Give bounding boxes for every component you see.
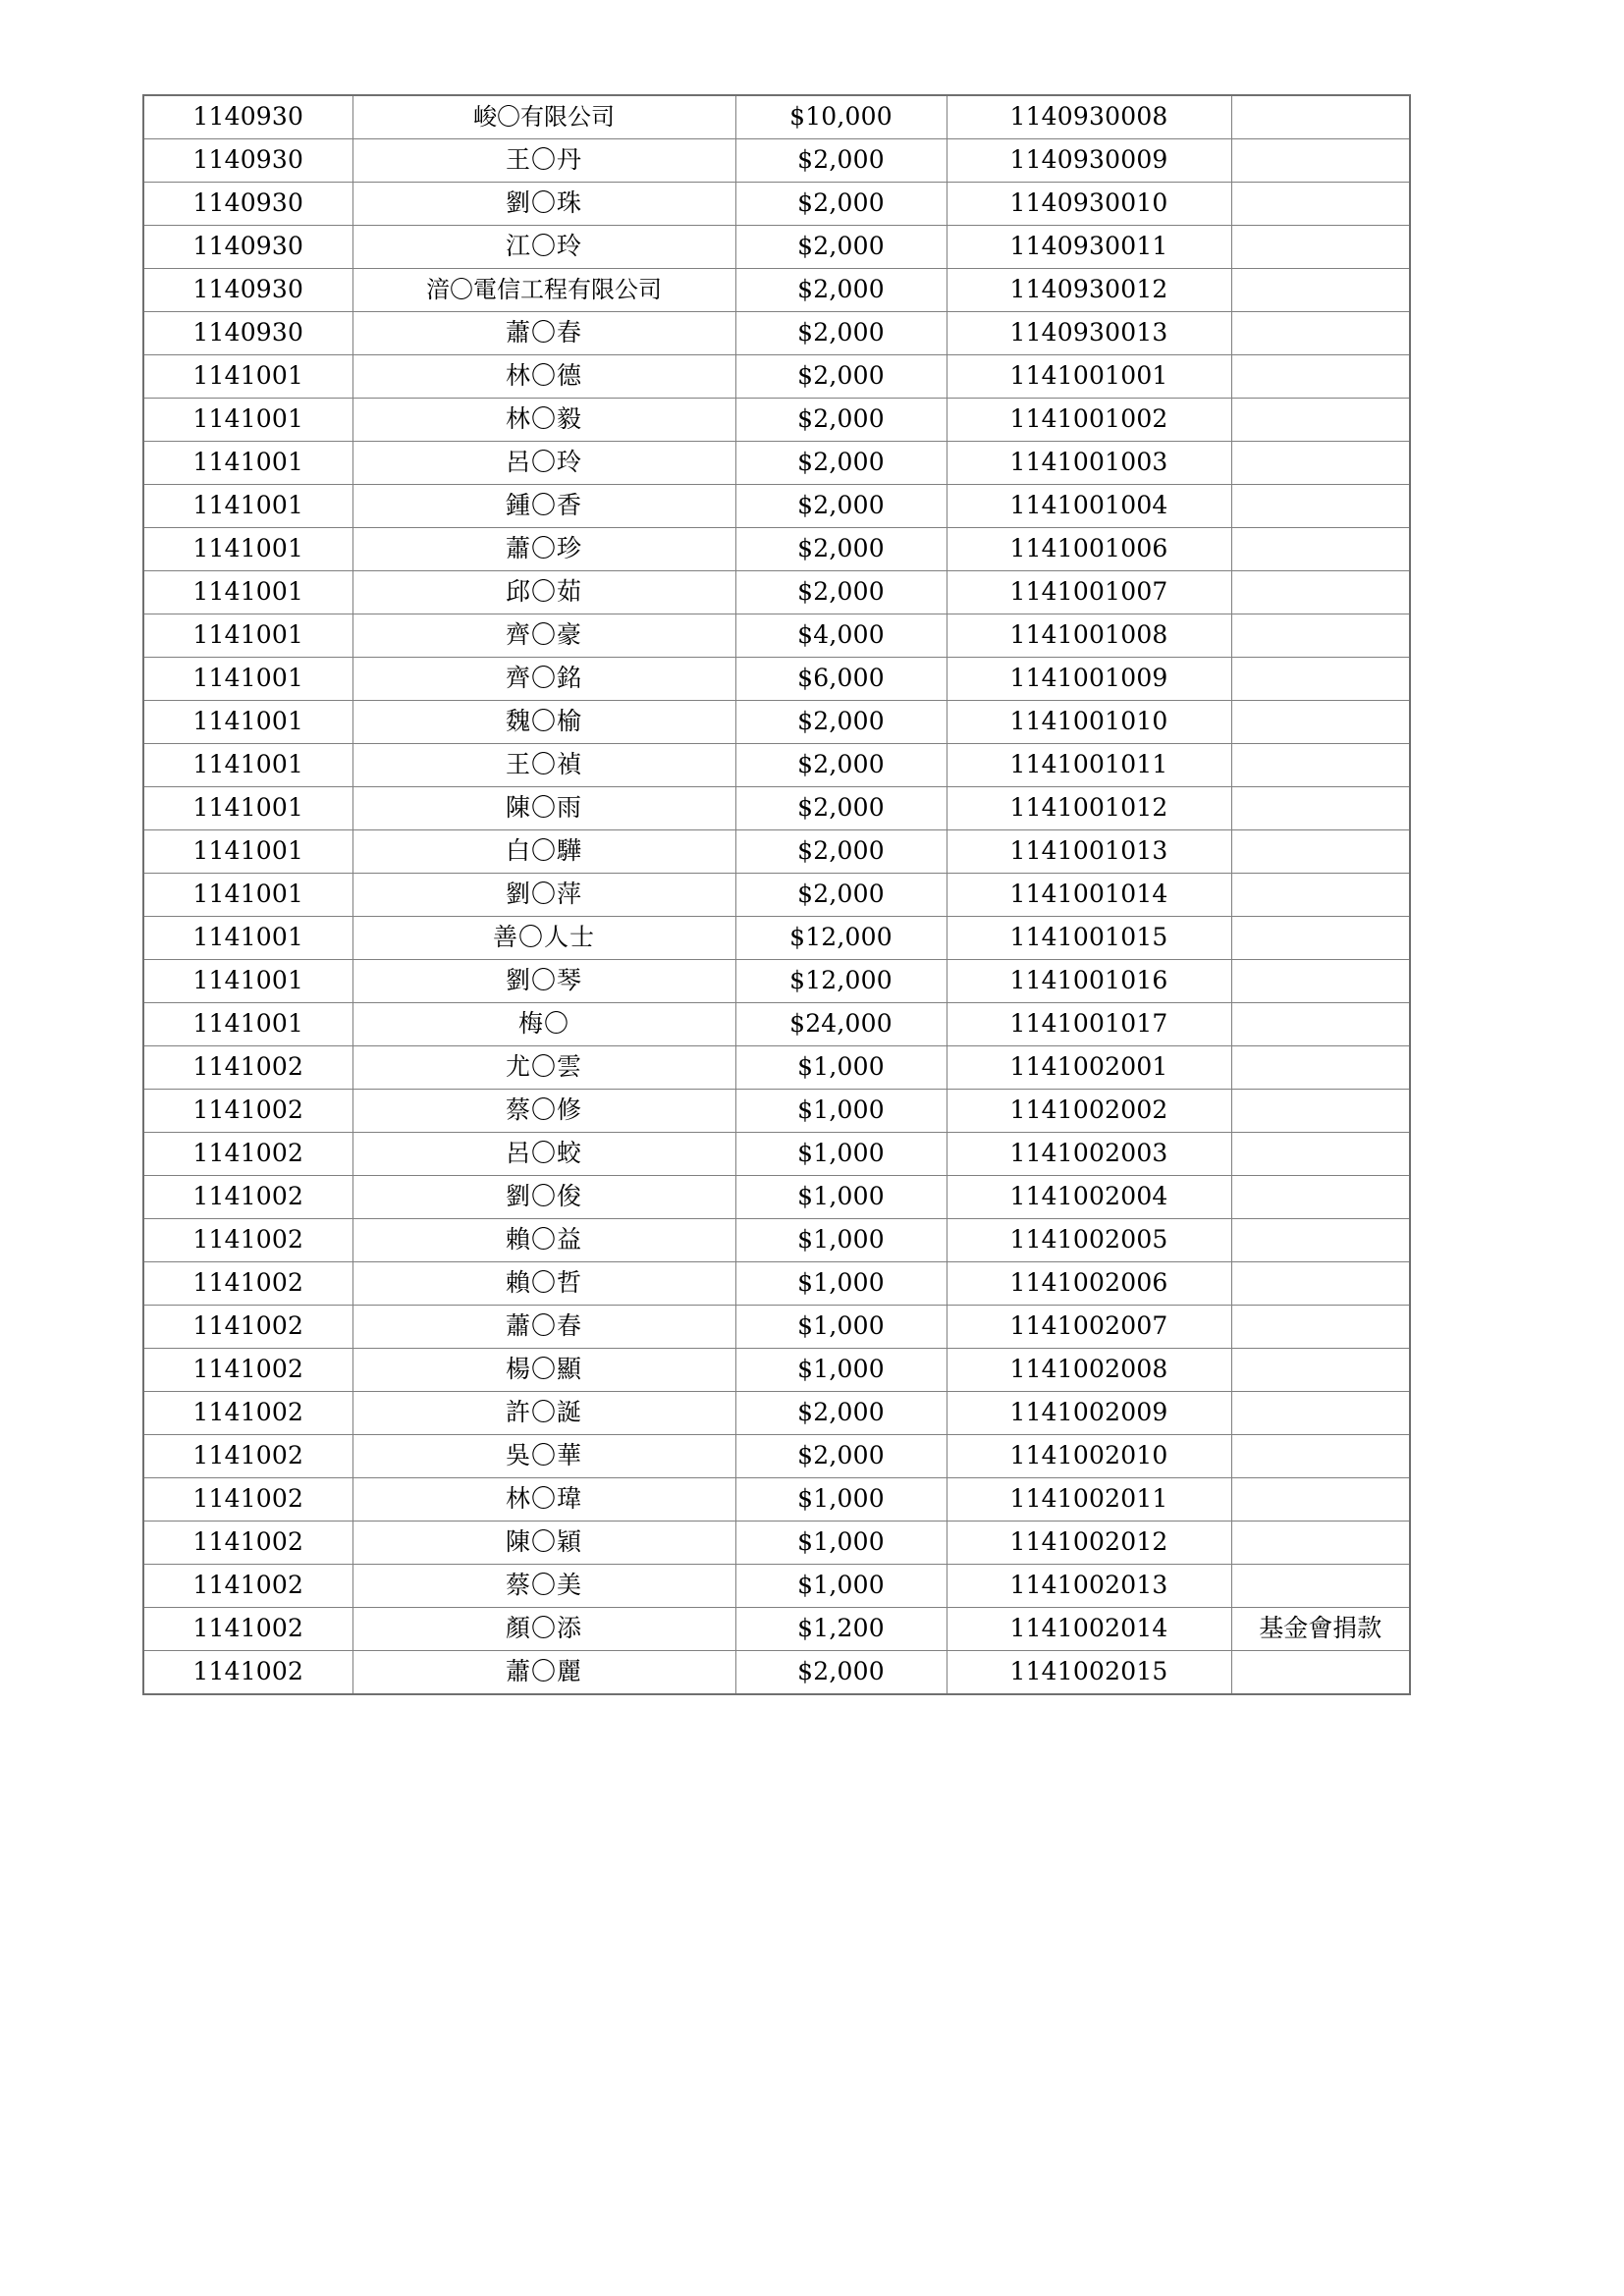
donation-date-cell: 1141001 bbox=[143, 960, 352, 1003]
remark-cell bbox=[1231, 658, 1410, 701]
remark-cell bbox=[1231, 614, 1410, 658]
donor-name-cell: 王〇禎 bbox=[352, 744, 735, 787]
receipt-number-cell: 1141001010 bbox=[947, 701, 1231, 744]
receipt-number-cell: 1141001011 bbox=[947, 744, 1231, 787]
donation-amount-cell: $1,000 bbox=[735, 1349, 947, 1392]
remark-cell bbox=[1231, 1219, 1410, 1262]
remark-cell bbox=[1231, 269, 1410, 312]
receipt-number-cell: 1141002005 bbox=[947, 1219, 1231, 1262]
table-row bbox=[143, 442, 1410, 485]
donation-table-body bbox=[143, 95, 1410, 1694]
remark-cell bbox=[1231, 1435, 1410, 1478]
donor-name-cell: 梅〇 bbox=[352, 1003, 735, 1046]
donation-date-cell: 1141002 bbox=[143, 1435, 352, 1478]
donor-name-cell: 賴〇益 bbox=[352, 1219, 735, 1262]
receipt-number-cell: 1141001002 bbox=[947, 399, 1231, 442]
donation-amount-cell: $6,000 bbox=[735, 658, 947, 701]
table-row bbox=[143, 95, 1410, 139]
donor-name-cell: 白〇驊 bbox=[352, 830, 735, 874]
donation-amount-cell: $12,000 bbox=[735, 960, 947, 1003]
remark-cell: 基金會捐款 bbox=[1231, 1608, 1410, 1651]
receipt-number-cell: 1141001009 bbox=[947, 658, 1231, 701]
donor-name-cell: 邱〇茹 bbox=[352, 571, 735, 614]
remark-cell bbox=[1231, 830, 1410, 874]
donation-amount-cell: $2,000 bbox=[735, 1651, 947, 1695]
donation-date-cell: 1141002 bbox=[143, 1046, 352, 1090]
table-row bbox=[143, 528, 1410, 571]
donation-records-table bbox=[142, 94, 1411, 1695]
donor-name-cell: 顏〇添 bbox=[352, 1608, 735, 1651]
remark-cell bbox=[1231, 139, 1410, 183]
donor-name-cell: 湆〇電信工程有限公司 bbox=[352, 269, 735, 312]
table-row bbox=[143, 1090, 1410, 1133]
donation-date-cell: 1141002 bbox=[143, 1219, 352, 1262]
remark-cell bbox=[1231, 1046, 1410, 1090]
donor-name-cell: 林〇毅 bbox=[352, 399, 735, 442]
donation-amount-cell: $2,000 bbox=[735, 528, 947, 571]
receipt-number-cell: 1140930013 bbox=[947, 312, 1231, 355]
receipt-number-cell: 1141001012 bbox=[947, 787, 1231, 830]
donation-amount-cell: $1,000 bbox=[735, 1176, 947, 1219]
donation-amount-cell: $1,000 bbox=[735, 1046, 947, 1090]
receipt-number-cell: 1141002008 bbox=[947, 1349, 1231, 1392]
table-row bbox=[143, 830, 1410, 874]
donation-date-cell: 1141002 bbox=[143, 1478, 352, 1522]
donation-date-cell: 1141002 bbox=[143, 1651, 352, 1695]
donation-amount-cell: $2,000 bbox=[735, 355, 947, 399]
receipt-number-cell: 1141002002 bbox=[947, 1090, 1231, 1133]
donation-date-cell: 1141002 bbox=[143, 1608, 352, 1651]
table-row bbox=[143, 1435, 1410, 1478]
donation-date-cell: 1141001 bbox=[143, 485, 352, 528]
table-row bbox=[143, 744, 1410, 787]
remark-cell bbox=[1231, 1478, 1410, 1522]
remark-cell bbox=[1231, 1306, 1410, 1349]
table-row bbox=[143, 571, 1410, 614]
table-row bbox=[143, 614, 1410, 658]
receipt-number-cell: 1140930012 bbox=[947, 269, 1231, 312]
donor-name-cell: 許〇誕 bbox=[352, 1392, 735, 1435]
receipt-number-cell: 1140930011 bbox=[947, 226, 1231, 269]
donation-date-cell: 1141001 bbox=[143, 874, 352, 917]
donation-amount-cell: $1,000 bbox=[735, 1565, 947, 1608]
donor-name-cell: 呂〇玲 bbox=[352, 442, 735, 485]
receipt-number-cell: 1141001001 bbox=[947, 355, 1231, 399]
remark-cell bbox=[1231, 960, 1410, 1003]
donor-name-cell: 江〇玲 bbox=[352, 226, 735, 269]
donor-name-cell: 蕭〇春 bbox=[352, 312, 735, 355]
donation-amount-cell: $1,000 bbox=[735, 1262, 947, 1306]
receipt-number-cell: 1141002001 bbox=[947, 1046, 1231, 1090]
receipt-number-cell: 1141001003 bbox=[947, 442, 1231, 485]
donation-amount-cell: $2,000 bbox=[735, 183, 947, 226]
donation-amount-cell: $1,200 bbox=[735, 1608, 947, 1651]
donation-amount-cell: $2,000 bbox=[735, 571, 947, 614]
donor-name-cell: 王〇丹 bbox=[352, 139, 735, 183]
donor-name-cell: 楊〇顯 bbox=[352, 1349, 735, 1392]
receipt-number-cell: 1141002012 bbox=[947, 1522, 1231, 1565]
donation-date-cell: 1140930 bbox=[143, 183, 352, 226]
remark-cell bbox=[1231, 744, 1410, 787]
remark-cell bbox=[1231, 1522, 1410, 1565]
remark-cell bbox=[1231, 1090, 1410, 1133]
receipt-number-cell: 1141002014 bbox=[947, 1608, 1231, 1651]
donation-amount-cell: $1,000 bbox=[735, 1522, 947, 1565]
donation-date-cell: 1141001 bbox=[143, 744, 352, 787]
remark-cell bbox=[1231, 1651, 1410, 1695]
donor-name-cell: 吳〇華 bbox=[352, 1435, 735, 1478]
receipt-number-cell: 1141001004 bbox=[947, 485, 1231, 528]
donor-name-cell: 蕭〇珍 bbox=[352, 528, 735, 571]
remark-cell bbox=[1231, 442, 1410, 485]
table-row bbox=[143, 1651, 1410, 1695]
donation-date-cell: 1141001 bbox=[143, 787, 352, 830]
donation-date-cell: 1141001 bbox=[143, 399, 352, 442]
remark-cell bbox=[1231, 1176, 1410, 1219]
donation-date-cell: 1141001 bbox=[143, 1003, 352, 1046]
donor-name-cell: 善〇人士 bbox=[352, 917, 735, 960]
remark-cell bbox=[1231, 787, 1410, 830]
table-row bbox=[143, 1306, 1410, 1349]
receipt-number-cell: 1141002013 bbox=[947, 1565, 1231, 1608]
donation-amount-cell: $2,000 bbox=[735, 787, 947, 830]
donation-date-cell: 1141002 bbox=[143, 1306, 352, 1349]
remark-cell bbox=[1231, 399, 1410, 442]
donation-amount-cell: $10,000 bbox=[735, 95, 947, 139]
donation-amount-cell: $2,000 bbox=[735, 485, 947, 528]
donation-date-cell: 1141001 bbox=[143, 442, 352, 485]
donation-amount-cell: $2,000 bbox=[735, 1392, 947, 1435]
donation-amount-cell: $2,000 bbox=[735, 830, 947, 874]
donation-amount-cell: $2,000 bbox=[735, 874, 947, 917]
donor-name-cell: 陳〇雨 bbox=[352, 787, 735, 830]
donation-date-cell: 1140930 bbox=[143, 312, 352, 355]
remark-cell bbox=[1231, 1133, 1410, 1176]
donation-date-cell: 1141001 bbox=[143, 355, 352, 399]
donation-date-cell: 1141001 bbox=[143, 701, 352, 744]
remark-cell bbox=[1231, 1003, 1410, 1046]
table-row bbox=[143, 226, 1410, 269]
donor-name-cell: 林〇德 bbox=[352, 355, 735, 399]
receipt-number-cell: 1141001013 bbox=[947, 830, 1231, 874]
donation-amount-cell: $4,000 bbox=[735, 614, 947, 658]
donation-date-cell: 1141002 bbox=[143, 1349, 352, 1392]
remark-cell bbox=[1231, 528, 1410, 571]
remark-cell bbox=[1231, 312, 1410, 355]
table-row bbox=[143, 485, 1410, 528]
donation-amount-cell: $1,000 bbox=[735, 1090, 947, 1133]
donation-amount-cell: $2,000 bbox=[735, 269, 947, 312]
donor-name-cell: 賴〇哲 bbox=[352, 1262, 735, 1306]
remark-cell bbox=[1231, 571, 1410, 614]
donation-date-cell: 1140930 bbox=[143, 139, 352, 183]
remark-cell bbox=[1231, 1262, 1410, 1306]
donation-date-cell: 1141002 bbox=[143, 1565, 352, 1608]
donation-amount-cell: $1,000 bbox=[735, 1306, 947, 1349]
donation-amount-cell: $12,000 bbox=[735, 917, 947, 960]
donation-date-cell: 1141002 bbox=[143, 1090, 352, 1133]
receipt-number-cell: 1140930010 bbox=[947, 183, 1231, 226]
table-row bbox=[143, 1219, 1410, 1262]
receipt-number-cell: 1141002015 bbox=[947, 1651, 1231, 1695]
donor-name-cell: 劉〇珠 bbox=[352, 183, 735, 226]
donor-name-cell: 魏〇榆 bbox=[352, 701, 735, 744]
donor-name-cell: 劉〇琴 bbox=[352, 960, 735, 1003]
donation-amount-cell: $2,000 bbox=[735, 399, 947, 442]
donation-amount-cell: $24,000 bbox=[735, 1003, 947, 1046]
receipt-number-cell: 1141001016 bbox=[947, 960, 1231, 1003]
donor-name-cell: 尤〇雲 bbox=[352, 1046, 735, 1090]
table-row bbox=[143, 658, 1410, 701]
receipt-number-cell: 1140930009 bbox=[947, 139, 1231, 183]
table-row bbox=[143, 1133, 1410, 1176]
donation-amount-cell: $2,000 bbox=[735, 701, 947, 744]
remark-cell bbox=[1231, 1349, 1410, 1392]
receipt-number-cell: 1141001006 bbox=[947, 528, 1231, 571]
remark-cell bbox=[1231, 701, 1410, 744]
donation-date-cell: 1141002 bbox=[143, 1176, 352, 1219]
remark-cell bbox=[1231, 1565, 1410, 1608]
donation-date-cell: 1141002 bbox=[143, 1392, 352, 1435]
donation-date-cell: 1140930 bbox=[143, 269, 352, 312]
donor-name-cell: 林〇瑋 bbox=[352, 1478, 735, 1522]
receipt-number-cell: 1140930008 bbox=[947, 95, 1231, 139]
remark-cell bbox=[1231, 485, 1410, 528]
donation-date-cell: 1141001 bbox=[143, 571, 352, 614]
donation-date-cell: 1140930 bbox=[143, 95, 352, 139]
donation-date-cell: 1141001 bbox=[143, 658, 352, 701]
receipt-number-cell: 1141002004 bbox=[947, 1176, 1231, 1219]
donation-amount-cell: $2,000 bbox=[735, 139, 947, 183]
table-row bbox=[143, 917, 1410, 960]
donor-name-cell: 蕭〇麗 bbox=[352, 1651, 735, 1695]
remark-cell bbox=[1231, 874, 1410, 917]
donation-date-cell: 1141001 bbox=[143, 614, 352, 658]
table-row bbox=[143, 1262, 1410, 1306]
receipt-number-cell: 1141001015 bbox=[947, 917, 1231, 960]
donor-name-cell: 陳〇穎 bbox=[352, 1522, 735, 1565]
remark-cell bbox=[1231, 355, 1410, 399]
remark-cell bbox=[1231, 1392, 1410, 1435]
donor-name-cell: 鍾〇香 bbox=[352, 485, 735, 528]
table-row bbox=[143, 312, 1410, 355]
table-row bbox=[143, 787, 1410, 830]
donor-name-cell: 蔡〇修 bbox=[352, 1090, 735, 1133]
donor-name-cell: 蕭〇春 bbox=[352, 1306, 735, 1349]
donation-amount-cell: $2,000 bbox=[735, 226, 947, 269]
donation-amount-cell: $2,000 bbox=[735, 442, 947, 485]
remark-cell bbox=[1231, 226, 1410, 269]
donor-name-cell: 蔡〇美 bbox=[352, 1565, 735, 1608]
donation-date-cell: 1141002 bbox=[143, 1133, 352, 1176]
receipt-number-cell: 1141002011 bbox=[947, 1478, 1231, 1522]
table-row bbox=[143, 183, 1410, 226]
remark-cell bbox=[1231, 95, 1410, 139]
table-row bbox=[143, 355, 1410, 399]
donation-date-cell: 1140930 bbox=[143, 226, 352, 269]
table-row bbox=[143, 1046, 1410, 1090]
donation-date-cell: 1141001 bbox=[143, 917, 352, 960]
receipt-number-cell: 1141002009 bbox=[947, 1392, 1231, 1435]
receipt-number-cell: 1141002006 bbox=[947, 1262, 1231, 1306]
donation-amount-cell: $1,000 bbox=[735, 1478, 947, 1522]
table-row bbox=[143, 399, 1410, 442]
donor-name-cell: 劉〇俊 bbox=[352, 1176, 735, 1219]
receipt-number-cell: 1141001017 bbox=[947, 1003, 1231, 1046]
donor-name-cell: 呂〇蛟 bbox=[352, 1133, 735, 1176]
receipt-number-cell: 1141001014 bbox=[947, 874, 1231, 917]
remark-cell bbox=[1231, 183, 1410, 226]
receipt-number-cell: 1141001007 bbox=[947, 571, 1231, 614]
donation-amount-cell: $2,000 bbox=[735, 1435, 947, 1478]
table-row bbox=[143, 139, 1410, 183]
receipt-number-cell: 1141002007 bbox=[947, 1306, 1231, 1349]
table-row bbox=[143, 1478, 1410, 1522]
donation-amount-cell: $1,000 bbox=[735, 1133, 947, 1176]
table-row bbox=[143, 701, 1410, 744]
table-row bbox=[143, 1565, 1410, 1608]
donation-date-cell: 1141002 bbox=[143, 1262, 352, 1306]
table-row bbox=[143, 1392, 1410, 1435]
donation-date-cell: 1141001 bbox=[143, 528, 352, 571]
table-row bbox=[143, 960, 1410, 1003]
donor-name-cell: 劉〇萍 bbox=[352, 874, 735, 917]
table-row bbox=[143, 1349, 1410, 1392]
donation-date-cell: 1141001 bbox=[143, 830, 352, 874]
donation-amount-cell: $1,000 bbox=[735, 1219, 947, 1262]
table-row bbox=[143, 269, 1410, 312]
receipt-number-cell: 1141002003 bbox=[947, 1133, 1231, 1176]
table-row bbox=[143, 1608, 1410, 1651]
donation-date-cell: 1141002 bbox=[143, 1522, 352, 1565]
donor-name-cell: 峻〇有限公司 bbox=[352, 95, 735, 139]
table-row bbox=[143, 1522, 1410, 1565]
donation-amount-cell: $2,000 bbox=[735, 312, 947, 355]
table-row bbox=[143, 1176, 1410, 1219]
donation-amount-cell: $2,000 bbox=[735, 744, 947, 787]
receipt-number-cell: 1141002010 bbox=[947, 1435, 1231, 1478]
receipt-number-cell: 1141001008 bbox=[947, 614, 1231, 658]
table-row bbox=[143, 874, 1410, 917]
donor-name-cell: 齊〇豪 bbox=[352, 614, 735, 658]
table-row bbox=[143, 1003, 1410, 1046]
donor-name-cell: 齊〇銘 bbox=[352, 658, 735, 701]
remark-cell bbox=[1231, 917, 1410, 960]
